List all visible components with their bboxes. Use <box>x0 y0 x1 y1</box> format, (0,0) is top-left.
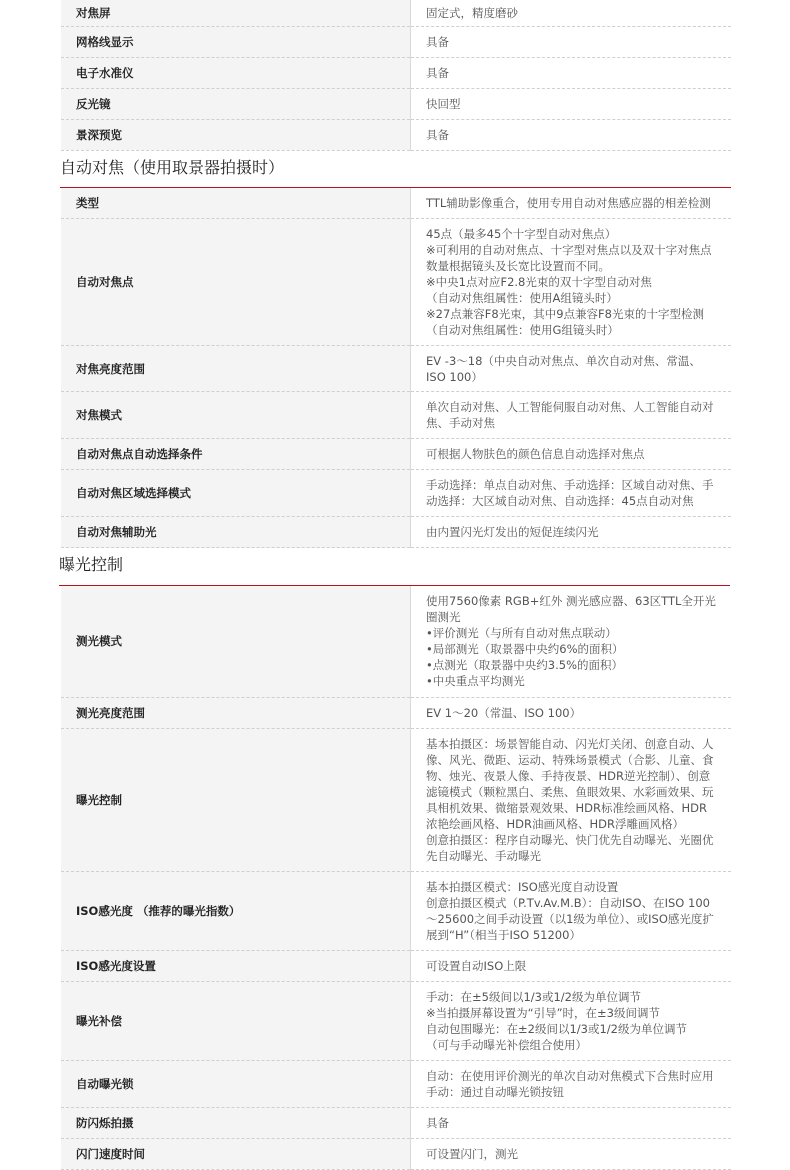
spec-key: ISO感光度设置 <box>61 950 411 981</box>
spec-value: 具备 <box>411 1107 732 1138</box>
spec-value: 由内置闪光灯发出的短促连续闪光 <box>411 517 732 548</box>
spec-value: TTL辅助影像重合，使用专用自动对焦感应器的相差检测 <box>411 188 732 219</box>
spec-key: 景深预览 <box>61 119 411 150</box>
spec-value: 手动：在±5级间以1/3或1/2级为单位调节 ※当拍摄屏幕设置为“引导”时，在±3级间调节 自动包围曝光：在±2级间以1/3或1/2级为单位调节 （可与手动曝光补偿组合使用） <box>411 981 732 1060</box>
spec-value: 自动：在使用评价测光的单次自动对焦模式下合焦时应用 手动：通过自动曝光锁按钮 <box>411 1060 732 1107</box>
spec-key: 自动对焦点 <box>61 219 411 346</box>
table-row <box>61 392 731 439</box>
table-row <box>61 119 731 150</box>
table-row <box>61 871 731 950</box>
table-row <box>61 26 731 57</box>
viewfinder-spec-table <box>61 0 731 151</box>
spec-key: 反光镜 <box>61 88 411 119</box>
spec-key: 自动对焦点自动选择条件 <box>61 439 411 470</box>
table-row <box>61 219 731 346</box>
spec-value: 具备 <box>411 119 732 150</box>
spec-value: 45点（最多45个十字型自动对焦点） ※可利用的自动对焦点、十字型对焦点以及双十字对焦点数量根据镜头及长宽比设置而不同。 ※中央1点对应F2.8光束的双十字型自动对焦 （自动对焦组属性：使用A组镜头时） ※27点兼容F8光束，其中9点兼容F8光束的十字型检测 （自动对焦组属性：使用G组镜头时） <box>411 219 732 346</box>
spec-value: 固定式，精度磨砂 <box>411 0 732 26</box>
spec-key: 测光模式 <box>61 586 411 697</box>
spec-key: 对焦模式 <box>61 392 411 439</box>
table-row <box>61 950 731 981</box>
spec-value: 具备 <box>411 26 732 57</box>
exposure-spec-table <box>61 586 731 1170</box>
section-title-autofocus: 自动对焦（使用取景器拍摄时） <box>60 151 731 188</box>
spec-key: 闪门速度时间 <box>61 1138 411 1169</box>
spec-key: 对焦屏 <box>61 0 411 26</box>
spec-value: 快回型 <box>411 88 732 119</box>
spec-key: 曝光补偿 <box>61 981 411 1060</box>
table-row <box>61 188 731 219</box>
spec-key: 自动对焦区域选择模式 <box>61 470 411 517</box>
table-row <box>61 439 731 470</box>
table-row <box>61 1138 731 1169</box>
table-row <box>61 470 731 517</box>
spec-key: 防闪烁拍摄 <box>61 1107 411 1138</box>
table-row <box>61 586 731 697</box>
spec-value: 手动选择：单点自动对焦、手动选择：区域自动对焦、手动选择：大区域自动对焦、自动选择：45点自动对焦 <box>411 470 732 517</box>
spec-key: 自动对焦辅助光 <box>61 517 411 548</box>
spec-key: 电子水准仪 <box>61 57 411 88</box>
table-row <box>61 346 731 392</box>
table-row <box>61 1107 731 1138</box>
autofocus-spec-table <box>61 188 731 549</box>
spec-value: EV -3～18（中央自动对焦点、单次自动对焦、常温、ISO 100） <box>411 346 732 392</box>
spec-value: 可设置闪门，测光 <box>411 1138 732 1169</box>
table-row <box>61 0 731 26</box>
spec-value: 具备 <box>411 57 732 88</box>
spec-key: 类型 <box>61 188 411 219</box>
table-row <box>61 981 731 1060</box>
spec-value: 基本拍摄区模式：ISO感光度自动设置 创意拍摄区模式（P.Tv.Av.M.B）：自动ISO、在ISO 100～25600之间手动设置（以1级为单位）、或ISO感光度扩展到“H”（相当于ISO 51200） <box>411 871 732 950</box>
spec-value: 可设置自动ISO上限 <box>411 950 732 981</box>
spec-key: 自动曝光锁 <box>61 1060 411 1107</box>
spec-key: 网格线显示 <box>61 26 411 57</box>
spec-value: 可根据人物肤色的颜色信息自动选择对焦点 <box>411 439 732 470</box>
spec-value: 基本拍摄区：场景智能自动、闪光灯关闭、创意自动、人像、风光、微距、运动、特殊场景模式（合影、儿童、食物、烛光、夜景人像、手持夜景、HDR逆光控制）、创意滤镜模式（颗粒黑白、柔焦、鱼眼效果、水彩画效果、玩具相机效果、微缩景观效果、HDR标准绘画风格、HDR浓艳绘画风格、HDR油画风格、HDR浮雕画风格） 创意拍摄区：程序自动曝光、快门优先自动曝光、光圈优先自动曝光、手动曝光 <box>411 728 732 871</box>
table-row <box>61 1060 731 1107</box>
spec-value: 单次自动对焦、人工智能伺服自动对焦、人工智能自动对焦、手动对焦 <box>411 392 732 439</box>
spec-key: ISO感光度 （推荐的曝光指数） <box>61 871 411 950</box>
table-row <box>61 728 731 871</box>
table-row <box>61 697 731 728</box>
spec-value: EV 1～20（常温、ISO 100） <box>411 697 732 728</box>
table-row <box>61 57 731 88</box>
table-row <box>61 517 731 548</box>
spec-key: 测光亮度范围 <box>61 697 411 728</box>
spec-key: 曝光控制 <box>61 728 411 871</box>
spec-value: 使用7560像素 RGB+红外 测光感应器、63区TTL全开光圈测光 •评价测光（与所有自动对焦点联动） •局部测光（取景器中央约6%的面积） •点测光（取景器中央约3.5%的面积） •中央重点平均测光 <box>411 586 732 697</box>
table-row <box>61 88 731 119</box>
spec-key: 对焦亮度范围 <box>61 346 411 392</box>
section-title-exposure: 曝光控制 <box>59 548 730 586</box>
